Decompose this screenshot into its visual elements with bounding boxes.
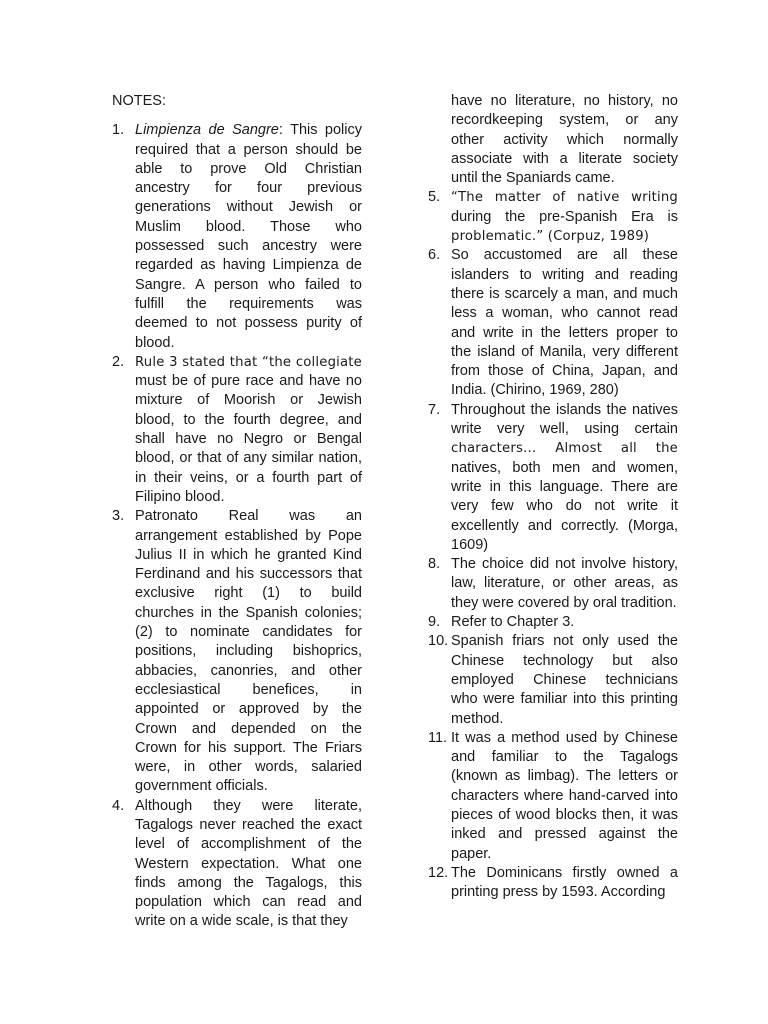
- note-10: [428, 632, 678, 728]
- note-4-continued: [428, 92, 678, 188]
- note-number: 7.: [428, 401, 441, 418]
- note-quote: characters… Almost all the: [451, 441, 678, 457]
- note-8: [428, 555, 678, 613]
- note-9: [428, 613, 678, 632]
- note-quote: problematic.” (Corpuz, 1989): [451, 229, 650, 245]
- note-number: 9.: [428, 614, 441, 631]
- note-number: 2.: [112, 353, 125, 370]
- note-text: during the pre-Spanish Era is: [451, 208, 678, 225]
- note-2: [112, 353, 362, 507]
- note-3: [112, 507, 362, 796]
- note-number: 11.: [428, 729, 448, 746]
- note-text: Although they were literate, Tagalogs never reached the exact level of accomplishment of the Western expectation. What one finds among the Tagalogs, this population which can read and write on a wide scale, is that they: [135, 797, 362, 930]
- note-quote: “The matter of native writing: [451, 190, 678, 206]
- note-6: [428, 246, 678, 400]
- note-text: The choice did not involve history, law, literature, or other areas, as they were covered by oral tradition.: [451, 556, 678, 611]
- note-4: [112, 797, 362, 932]
- note-text: Patronato Real was an arrangement established by Pope Julius II in which he granted Kind Ferdinand and his successors that exclusive right (1) to build churches in the Spanish colonies; (2) to nominate candidates for positions, including bishoprics, abbacies, canonries, and other ecclesiastical benefices, in appointed or approved by the Crown and depended on the Crown for his support. The Friars were, in other words, salaried government officials.: [135, 508, 362, 795]
- note-text: natives, both men and women, write in this language. There are very few who do not write it excellently and correctly. (Morga, 1609): [451, 459, 678, 553]
- note-number: 3.: [112, 508, 125, 525]
- note-text: must be of pure race and have no mixture of Moorish or Jewish blood, to the fourth degree, and shall have no Negro or Bengal blood, or that of any similar nation, in their veins, or a fourth part of Filipino blood.: [135, 373, 362, 505]
- note-text: Throughout the islands the natives write very well, using certain: [451, 401, 678, 438]
- note-text: Refer to Chapter 3.: [451, 614, 575, 631]
- note-quote: Rule 3 stated that “the collegiate: [135, 354, 362, 370]
- note-number: 8.: [428, 556, 441, 573]
- note-12: [428, 864, 678, 903]
- right-column: [428, 92, 678, 902]
- note-number: 12.: [428, 864, 449, 881]
- note-text: So accustomed are all these islanders to writing and reading there is scarcely a man, and much less a woman, who cannot read and write in the letters proper to the island of Manila, very different from those of China, Japan, and India. (Chirino, 1969, 280): [451, 247, 678, 399]
- note-number: 4.: [112, 797, 125, 814]
- note-text: Spanish friars not only used the Chinese technology but also employed Chinese technicians who were familiar into this printing method.: [451, 633, 678, 727]
- note-number: 6.: [428, 247, 441, 264]
- note-number: 5.: [428, 189, 441, 206]
- note-number: 10.: [428, 633, 449, 650]
- note-7: [428, 401, 678, 555]
- note-term: Limpienza de Sangre: [135, 122, 279, 139]
- note-text: The Dominicans firstly owned a printing press by 1593. According: [451, 864, 678, 901]
- note-11: [428, 729, 678, 864]
- note-text: : This policy required that a person should be able to prove Old Christian ancestry for four previous generations without Jewish or Muslim blood. Those who possessed such ancestry were regarded as having Limpienza de Sangre. A person who failed to fulfill the requirements was deemed to not possess purity of blood.: [135, 122, 362, 351]
- note-1: [112, 121, 362, 353]
- note-text: It was a method used by Chinese and familiar to the Tagalogs (known as limbag). The letters or characters where hand-carved into pieces of wood blocks then, it was inked and pressed against the paper.: [451, 729, 678, 862]
- left-column: [112, 92, 362, 932]
- note-number: 1.: [112, 122, 125, 139]
- note-text: have no literature, no history, no recordkeeping system, or any other activity which normally associate with a literate society until the Spaniards came.: [451, 93, 678, 187]
- notes-heading: NOTES:: [112, 93, 166, 109]
- note-5: [428, 188, 678, 246]
